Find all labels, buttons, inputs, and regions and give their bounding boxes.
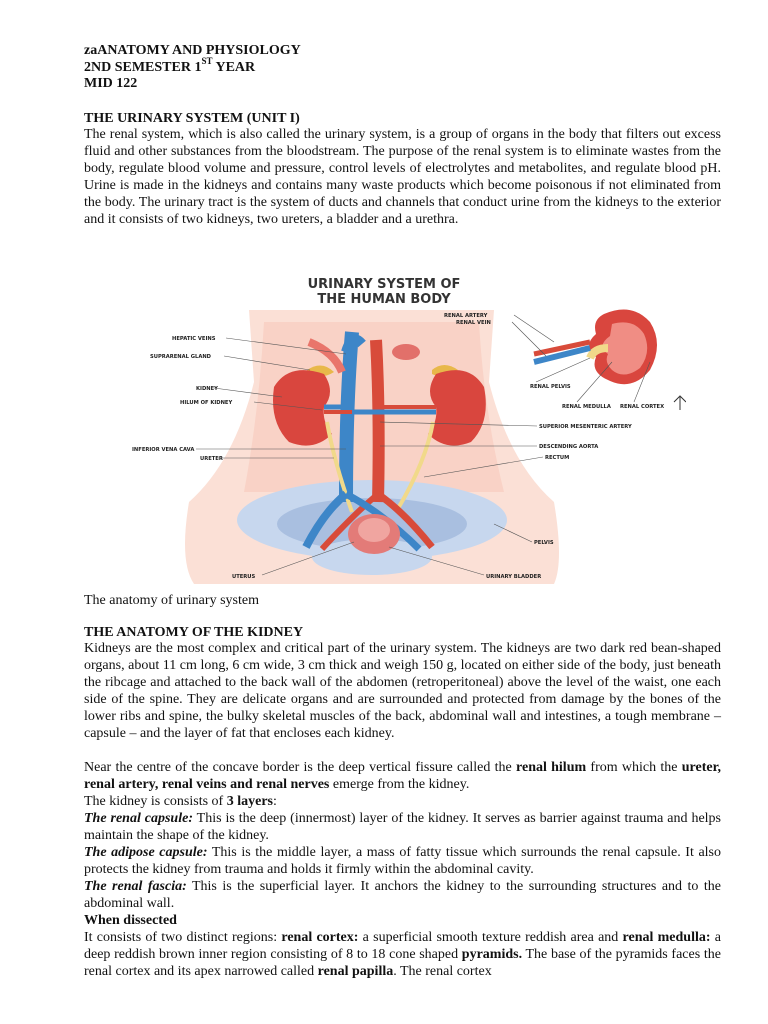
renal-medulla-term: renal medulla: (622, 930, 711, 945)
layer-renal-capsule: The renal capsule: This is the deep (innermost) layer of the kidney. It serves as barrier against trauma and helps maintain the shape of the kidney. (84, 811, 721, 843)
renal-hilum-term: renal hilum (516, 760, 587, 775)
renal-cortex-term: renal cortex: (281, 930, 359, 945)
figure-title-line1: URINARY SYSTEM OF (307, 277, 461, 292)
renal-fascia-term: The renal fascia: (84, 879, 187, 894)
adipose-capsule-term: The adipose capsule: (84, 845, 208, 860)
urinary-system-paragraph: The renal system, which is also called the urinary system, is a group of organs in the body that filters out excess fluid and other substances from the bloodstream. The purpose of the renal system is to eliminate wastes from the body, regulate blood volume and pressure, control levels of electrolytes and metabolites, and regulate blood pH. Urine is made in the kidneys and contains many waste products which become poisonous if not eliminated from the body. The urinary tract is the system of ducts and channels that conduct urine from the kidneys to the exterior and it consists of two kidneys, two ureters, a bladder and a urethra. (84, 127, 721, 227)
label-hilum-of-kidney: HILUM OF KIDNEY (180, 400, 233, 406)
label-renal-artery: RENAL ARTERY (444, 313, 488, 319)
section-title-kidney-anatomy: THE ANATOMY OF THE KIDNEY (84, 625, 304, 640)
label-renal-pelvis: RENAL PELVIS (530, 384, 571, 390)
label-pelvis: PELVIS (534, 540, 554, 546)
renal-capsule-term: The renal capsule: (84, 811, 193, 826)
label-rectum: RECTUM (545, 455, 570, 461)
label-urinary-bladder: URINARY BLADDER (486, 574, 542, 580)
urinary-system-illustration (84, 262, 686, 584)
pyramids-term: pyramids. (461, 947, 523, 962)
dissected-paragraph: It consists of two distinct regions: renal cortex: a superficial smooth texture reddish area and renal medulla: a deep reddish brown inner region consisting of 8 to 18 cone shaped pyramids. The base of the pyramids faces the renal cortex and its apex narrowed called renal papilla. The renal cortex (84, 930, 722, 979)
course-code: MID 122 (84, 76, 138, 91)
kidney-paragraph: Kidneys are the most complex and critical part of the urinary system. The kidneys are two dark red bean-shaped organs, about 11 cm long, 6 cm wide, 3 cm thick and weigh 150 g, located on either side of the body, just beneath the ribcage and attached to the back wall of the abdomen (retroperitoneal) above the level of the waist, one each side of the spine. They are delicate organs and are surrounded and protected from damage by the bones of the lower ribs and spine, the bulky skeletal muscles of the back, abdominal wall and intestines, a tough membrane – capsule – and the layer of fat that encloses each kidney. (84, 641, 721, 741)
document-header (84, 43, 301, 93)
label-descending-aorta: DESCENDING AORTA (539, 444, 599, 450)
label-renal-medulla: RENAL MEDULLA (562, 404, 611, 410)
layer-adipose-capsule: The adipose capsule: This is the middle layer, a mass of fatty tissue which surrounds the renal capsule. It also protects the kidney from trauma and holds it firmly within the abdominal cavity. (84, 845, 721, 877)
label-ureter: URETER (200, 456, 223, 462)
hilum-paragraph: Near the centre of the concave border is the deep vertical fissure called the renal hilum from which the ureter, renal artery, renal veins and renal nerves emerge from the kidney. (84, 760, 721, 792)
label-suprarenal-gland: SUPRARENAL GLAND (150, 354, 211, 360)
figure-caption: The anatomy of urinary system (84, 593, 259, 608)
layers-intro: The kidney is consists of 3 layers: (84, 794, 277, 809)
section-title-urinary-system: THE URINARY SYSTEM (UNIT I) (84, 111, 300, 126)
course-title: zaANATOMY AND PHYSIOLOGY (84, 43, 301, 58)
dissected-heading: When dissected (84, 913, 177, 928)
label-inferior-vena-cava: INFERIOR VENA CAVA (132, 447, 195, 453)
label-renal-cortex: RENAL CORTEX (620, 404, 665, 410)
label-superior-mesenteric-artery: SUPERIOR MESENTERIC ARTERY (539, 424, 632, 430)
layer-renal-fascia: The renal fascia: This is the superficial layer. It anchors the kidney to the surrounding structures and to the abdominal wall. (84, 879, 721, 911)
hilum-structures-term: ureter, renal artery, renal veins and renal nerves (84, 760, 721, 792)
label-kidney: KIDNEY (196, 386, 218, 392)
label-hepatic-veins: HEPATIC VEINS (172, 336, 216, 342)
figure-title-line2: THE HUMAN BODY (317, 292, 451, 307)
renal-papilla-term: renal papilla (317, 964, 394, 979)
label-uterus: UTERUS (232, 574, 256, 580)
semester-line: 2ND SEMESTER 1ST YEAR (84, 55, 256, 75)
label-renal-vein: RENAL VEIN (456, 320, 491, 326)
three-layers-term: 3 layers (226, 794, 273, 809)
